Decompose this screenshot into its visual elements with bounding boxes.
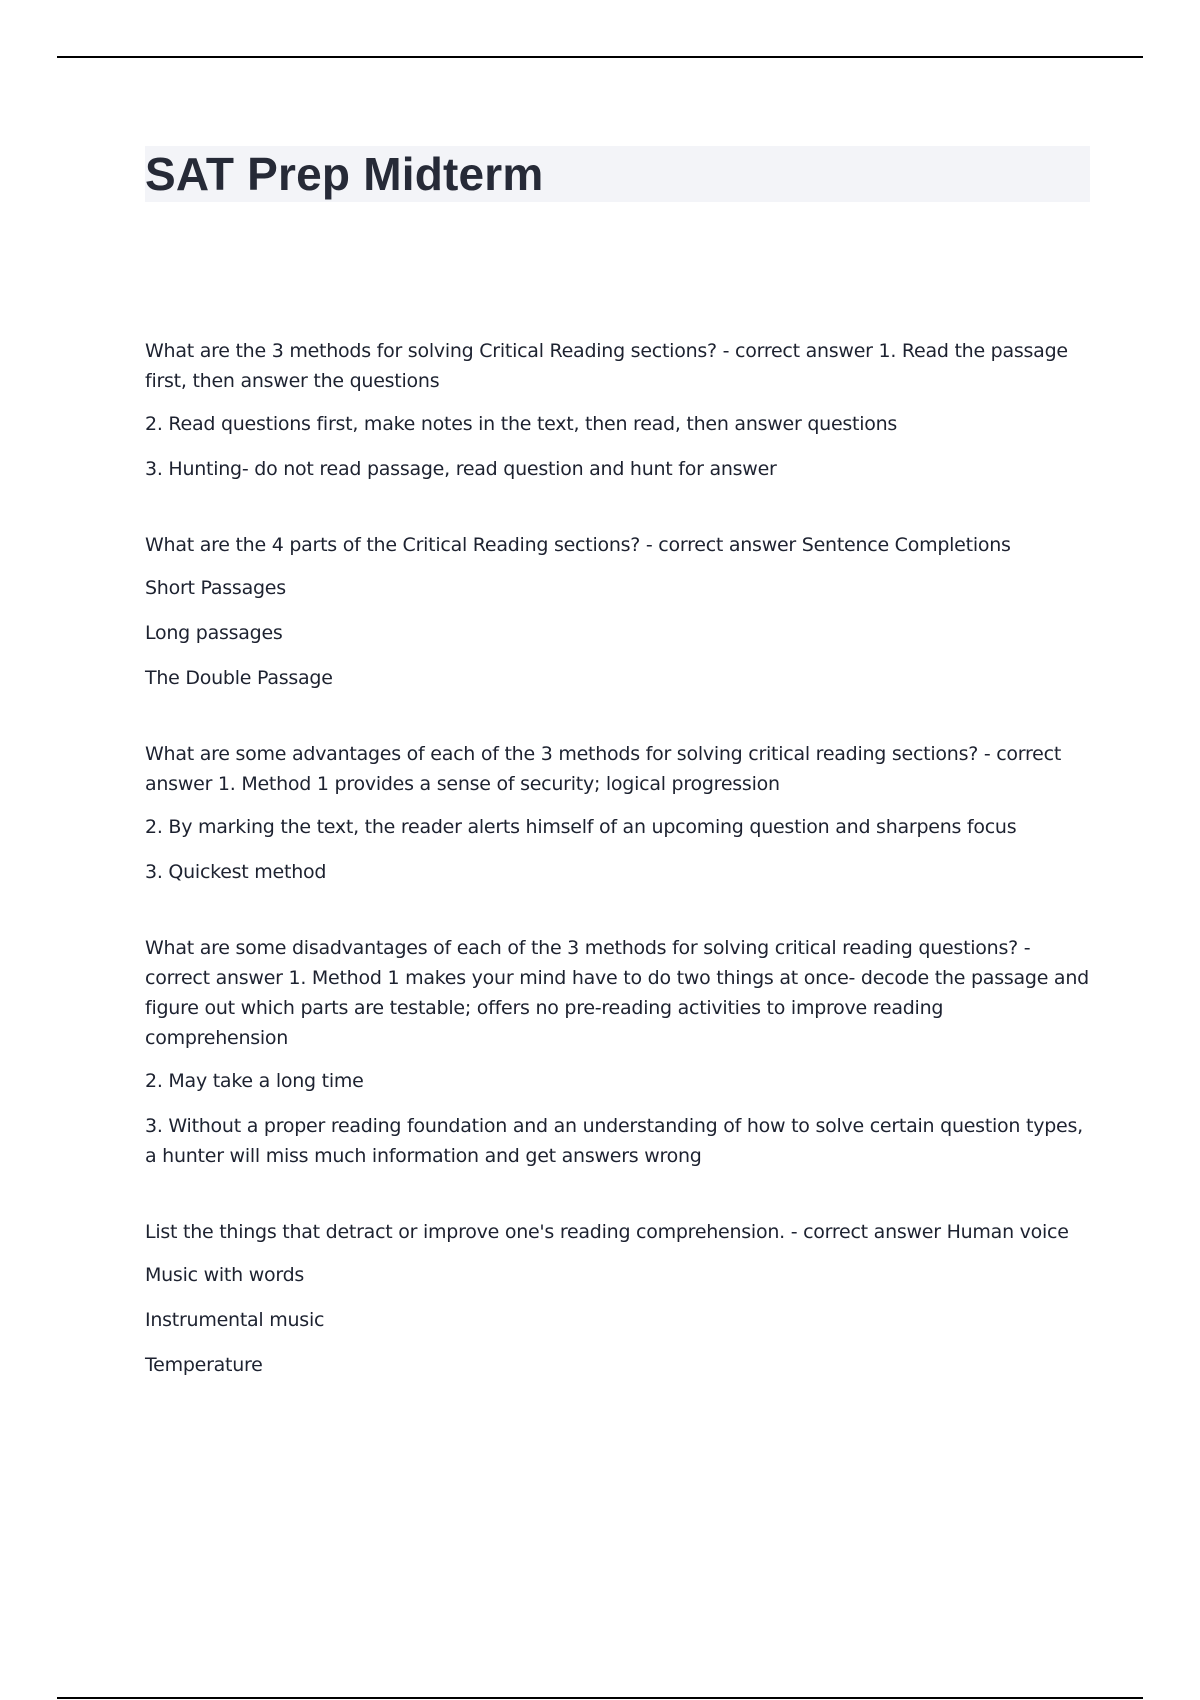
qa-block-parts (145, 530, 1090, 693)
document-body (145, 336, 1090, 1426)
qa-question: What are some disadvantages of each of the 3 methods for solving critical reading questions? - correct answer 1. Method 1 makes your mind have to do two things at once- decode the passage and figure out which parts are testable; offers no pre-reading activities to improve reading comprehension (145, 937, 1089, 1049)
qa-answer-line: 3. Hunting- do not read passage, read question and hunt for answer (145, 458, 777, 480)
qa-block-methods (145, 336, 1090, 484)
qa-answer-line: Instrumental music (145, 1309, 325, 1331)
qa-answer-line: The Double Passage (145, 667, 333, 689)
qa-answer-line: Temperature (145, 1354, 263, 1376)
qa-answer-line: Long passages (145, 622, 283, 644)
qa-question: What are the 3 methods for solving Critical Reading sections? - correct answer 1. Read the passage first, then answer the questions (145, 340, 1068, 392)
qa-answer-line: 3. Without a proper reading foundation and an understanding of how to solve certain question types, a hunter will miss much information and get answers wrong (145, 1115, 1083, 1167)
qa-block-advantages (145, 739, 1090, 887)
qa-answer-line: 2. May take a long time (145, 1070, 364, 1092)
qa-answer-line: Short Passages (145, 577, 286, 599)
qa-question: What are the 4 parts of the Critical Reading sections? - correct answer Sentence Completions (145, 534, 1011, 556)
qa-answer-line: 2. By marking the text, the reader alerts himself of an upcoming question and sharpens focus (145, 816, 1017, 838)
qa-question: What are some advantages of each of the 3 methods for solving critical reading sections? - correct answer 1. Method 1 provides a sense of security; logical progression (145, 743, 1062, 795)
page-title: SAT Prep Midterm (145, 148, 544, 200)
qa-answer-line: 3. Quickest method (145, 861, 327, 883)
bottom-rule (57, 1697, 1143, 1699)
qa-block-comprehension (145, 1217, 1090, 1380)
qa-question: List the things that detract or improve one's reading comprehension. - correct answer Human voice (145, 1221, 1069, 1243)
top-rule (57, 56, 1143, 58)
qa-block-disadvantages (145, 933, 1090, 1171)
qa-answer-line: Music with words (145, 1264, 305, 1286)
qa-answer-line: 2. Read questions first, make notes in the text, then read, then answer questions (145, 413, 898, 435)
